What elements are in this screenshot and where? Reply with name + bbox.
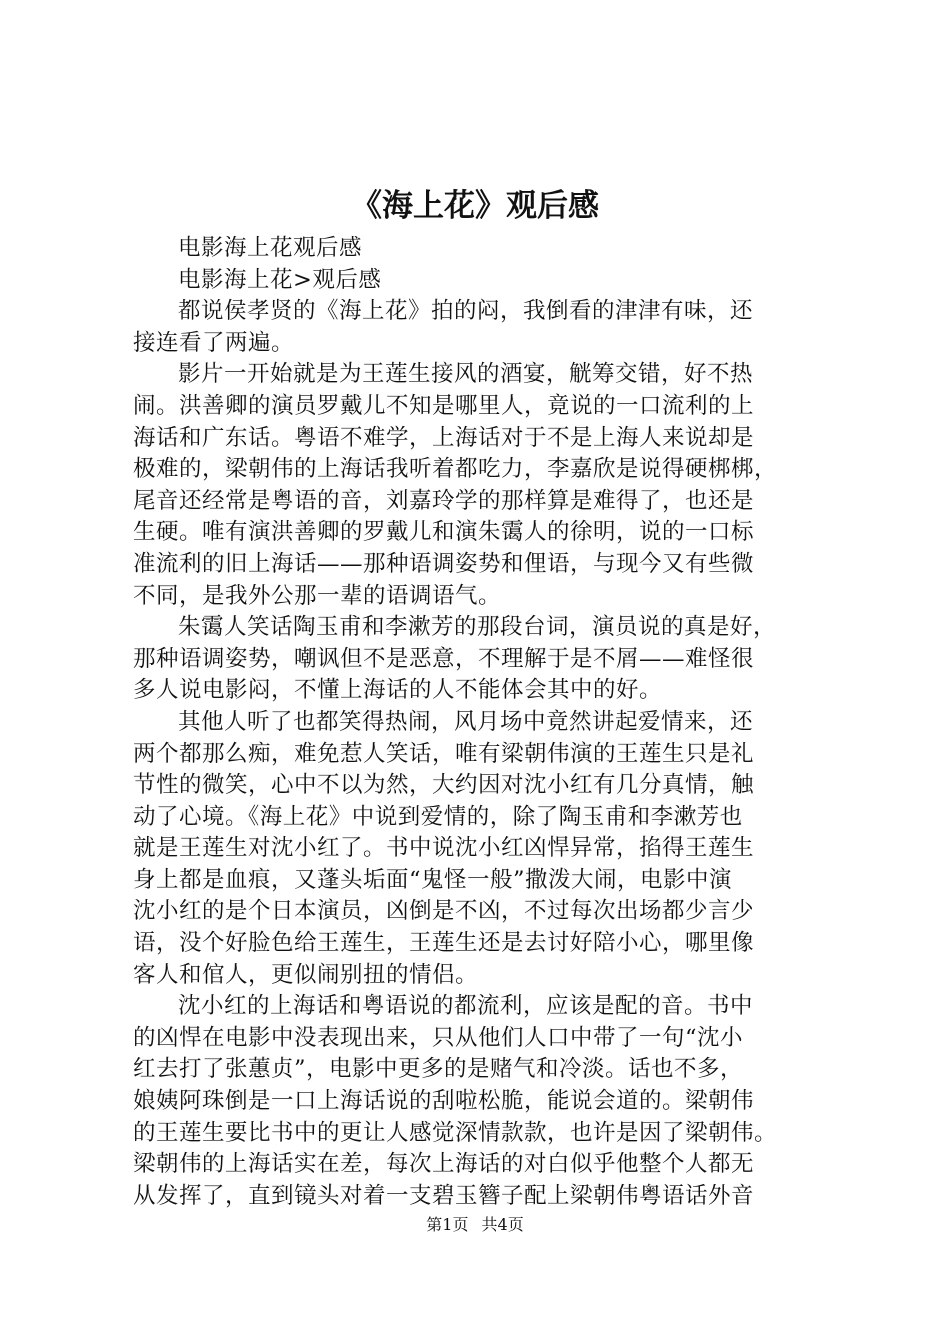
text-line: 语，没个好脸色给王莲生，王莲生还是去讨好陪小心，哪里像 [133,930,755,957]
text-line: 其他人听了也都笑得热闹，风月场中竟然讲起爱情来，还 [178,708,754,735]
page-footer [0,1214,950,1236]
text-line: 就是王莲生对沈小红了。书中说沈小红凶悍异常，掐得王莲生 [133,835,755,862]
text-line: 红去打了张蕙贞”，电影中更多的是赌气和冷淡。话也不多， [133,1056,744,1083]
text-line: 娘姨阿珠倒是一口上海话说的刮啦松脆，能说会道的。梁朝伟 [133,1088,755,1115]
paragraph [133,612,833,707]
subtitle-line-2: 电影海上花>观后感 [178,266,382,293]
text-line: 身上都是血痕，又蓬头垢面“鬼怪一般”撒泼大闹，电影中演 [133,866,733,893]
page-total: 共4页 [481,1215,524,1234]
text-line: 都说侯孝贤的《海上花》拍的闷，我倒看的津津有味，还 [178,298,754,325]
text-line: 影片一开始就是为王莲生接风的酒宴，觥筹交错，好不热 [178,361,754,388]
text-line: 沈小红的上海话和粤语说的都流利，应该是配的音。书中 [178,993,754,1020]
text-line: 尾音还经常是粤语的音，刘嘉玲学的那样算是难得了，也还是 [133,487,755,514]
text-line: 那种语调姿势，嘲讽但不是恶意，不理解于是不屑——难怪很 [133,645,755,672]
text-line: 极难的，梁朝伟的上海话我听着都吃力，李嘉欣是说得硬梆梆， [133,456,778,483]
text-line: 两个都那么痴，难免惹人笑话，唯有梁朝伟演的王莲生只是礼 [133,740,755,767]
text-line: 从发挥了，直到镜头对着一支碧玉簪子配上梁朝伟粤语话外音 [133,1182,755,1209]
text-line: 准流利的旧上海话——那种语调姿势和俚语，与现今又有些微 [133,550,755,577]
text-line: 客人和倌人，更似闹别扭的情侣。 [133,961,479,988]
document-body [133,233,833,1212]
text-line: 多人说电影闷，不懂上海话的人不能体会其中的好。 [133,677,663,704]
text-line: 闹。洪善卿的演员罗戴儿不知是哪里人，竟说的一口流利的上 [133,392,755,419]
text-line: 动了心境。《海上花》中说到爱情的，除了陶玉甫和李漱芳也 [133,803,743,830]
page-number: 第1页 [426,1215,469,1234]
text-line: 的凶悍在电影中没表现出来，只从他们人口中带了一句“沈小 [133,1024,744,1051]
text-line: 接连看了两遍。 [133,329,295,356]
paragraph [133,707,833,991]
text-line: 不同，是我外公那一辈的语调语气。 [133,582,502,609]
paragraph [133,359,833,612]
text-line: 沈小红的是个日本演员，凶倒是不凶，不过每次出场都少言少 [133,898,755,925]
paragraph [133,296,833,359]
text-line: 生硬。唯有演洪善卿的罗戴儿和演朱霭人的徐明，说的一口标 [133,519,755,546]
document-title: 《海上花》观后感 [351,188,599,224]
text-line: 朱霭人笑话陶玉甫和李漱芳的那段台词，演员说的真是好， [178,614,777,641]
text-line: 节性的微笑，心中不以为然，大约因对沈小红有几分真情，触 [133,772,755,799]
text-line: 梁朝伟的上海话实在差，每次上海话的对白似乎他整个人都无 [133,1151,755,1178]
text-line: 的王莲生要比书中的更让人感觉深情款款，也许是因了梁朝伟。 [133,1119,778,1146]
paragraph [133,991,833,1212]
subtitle-line-1: 电影海上花观后感 [178,235,363,261]
text-line: 海话和广东话。粤语不难学，上海话对于不是上海人来说却是 [133,424,755,451]
